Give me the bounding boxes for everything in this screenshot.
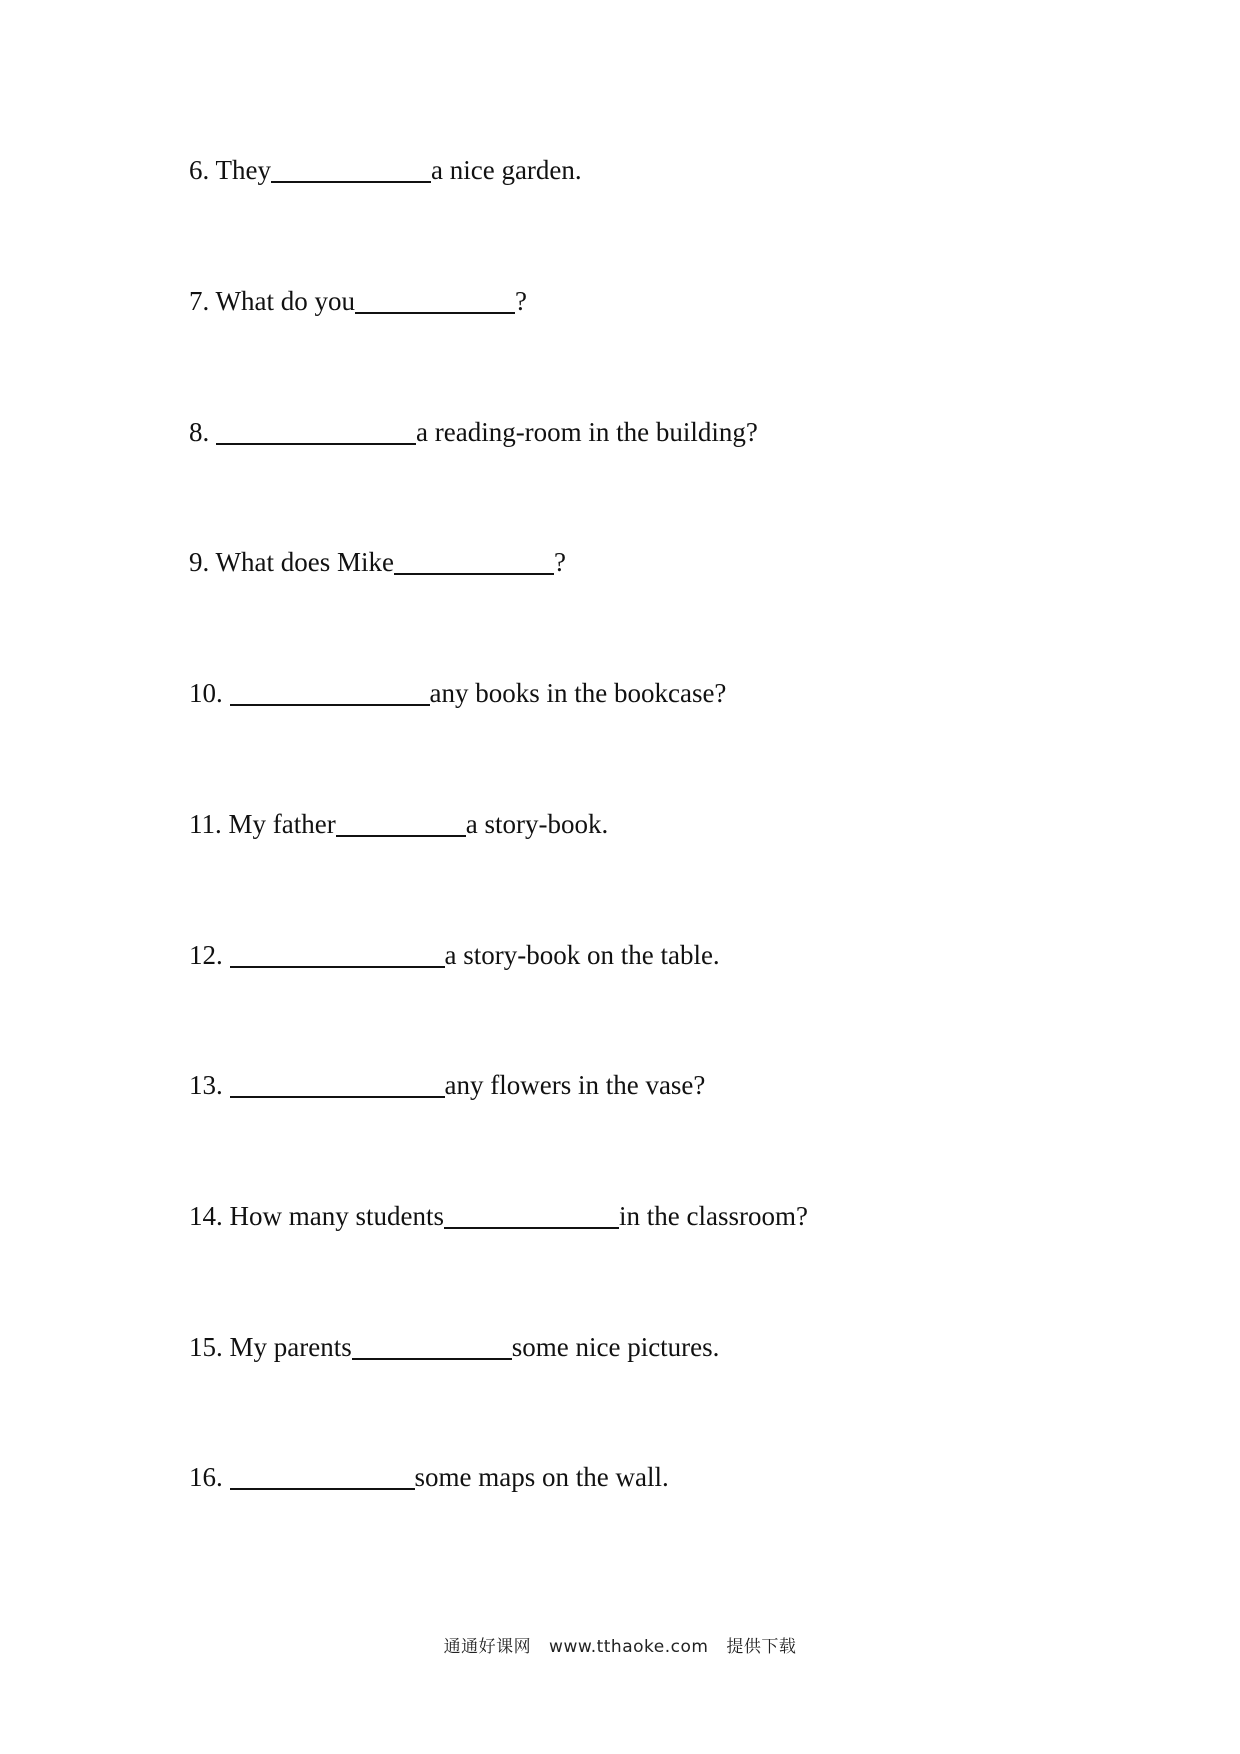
- question-text-after: a reading-room in the building?: [416, 417, 758, 447]
- question-text-before: My parents: [229, 1332, 352, 1362]
- page-footer: [0, 1632, 1240, 1657]
- answer-blank[interactable]: [230, 1460, 415, 1490]
- question-text-after: ?: [515, 286, 527, 316]
- question-item: [189, 1327, 719, 1367]
- question-item: [189, 281, 527, 321]
- question-text-before: How many students: [229, 1201, 444, 1231]
- question-text-after: some maps on the wall.: [414, 1462, 669, 1492]
- question-number: 6.: [189, 155, 210, 185]
- answer-blank[interactable]: [271, 153, 431, 183]
- answer-blank[interactable]: [355, 284, 515, 314]
- question-number: 10.: [189, 678, 223, 708]
- question-item: [189, 804, 608, 844]
- question-item: [189, 673, 726, 713]
- footer-url: www.tthaoke.com: [549, 1637, 709, 1657]
- question-item: [189, 150, 582, 190]
- question-number: 11.: [189, 809, 222, 839]
- question-text-before: They: [215, 155, 271, 185]
- question-number: 8.: [189, 417, 210, 447]
- question-number: 14.: [189, 1201, 223, 1231]
- question-text-before: My father: [228, 809, 336, 839]
- footer-tagline: 提供下载: [726, 1637, 797, 1657]
- question-text-after: ?: [553, 547, 566, 577]
- answer-blank[interactable]: [394, 545, 554, 575]
- question-text-after: a story-book.: [465, 809, 609, 839]
- question-text-after: any flowers in the vase?: [444, 1070, 706, 1100]
- question-text-after: any books in the bookcase?: [429, 678, 727, 708]
- question-item: [189, 935, 720, 975]
- answer-blank[interactable]: [230, 938, 445, 968]
- question-item: [189, 1196, 808, 1236]
- footer-site-name: 通通好课网: [443, 1637, 532, 1657]
- question-number: 16.: [189, 1462, 223, 1492]
- question-text-after: a nice garden.: [431, 155, 582, 185]
- question-text-after: in the classroom?: [618, 1201, 808, 1231]
- question-text-before: What does Mike: [215, 547, 394, 577]
- answer-blank[interactable]: [216, 415, 416, 445]
- question-number: 13.: [189, 1070, 223, 1100]
- answer-blank[interactable]: [230, 676, 430, 706]
- question-number: 9.: [189, 547, 210, 577]
- question-number: 15.: [189, 1332, 223, 1362]
- question-text-after: some nice pictures.: [511, 1332, 720, 1362]
- answer-blank[interactable]: [336, 807, 466, 837]
- question-number: 7.: [189, 286, 210, 316]
- answer-blank[interactable]: [444, 1199, 619, 1229]
- question-item: [189, 542, 566, 582]
- question-item: [189, 1457, 669, 1497]
- question-text-after: a story-book on the table.: [444, 940, 720, 970]
- question-number: 12.: [189, 940, 223, 970]
- answer-blank[interactable]: [352, 1330, 512, 1360]
- answer-blank[interactable]: [230, 1068, 445, 1098]
- question-item: [189, 1065, 705, 1105]
- question-text-before: What do you: [215, 286, 355, 316]
- question-item: [189, 412, 758, 452]
